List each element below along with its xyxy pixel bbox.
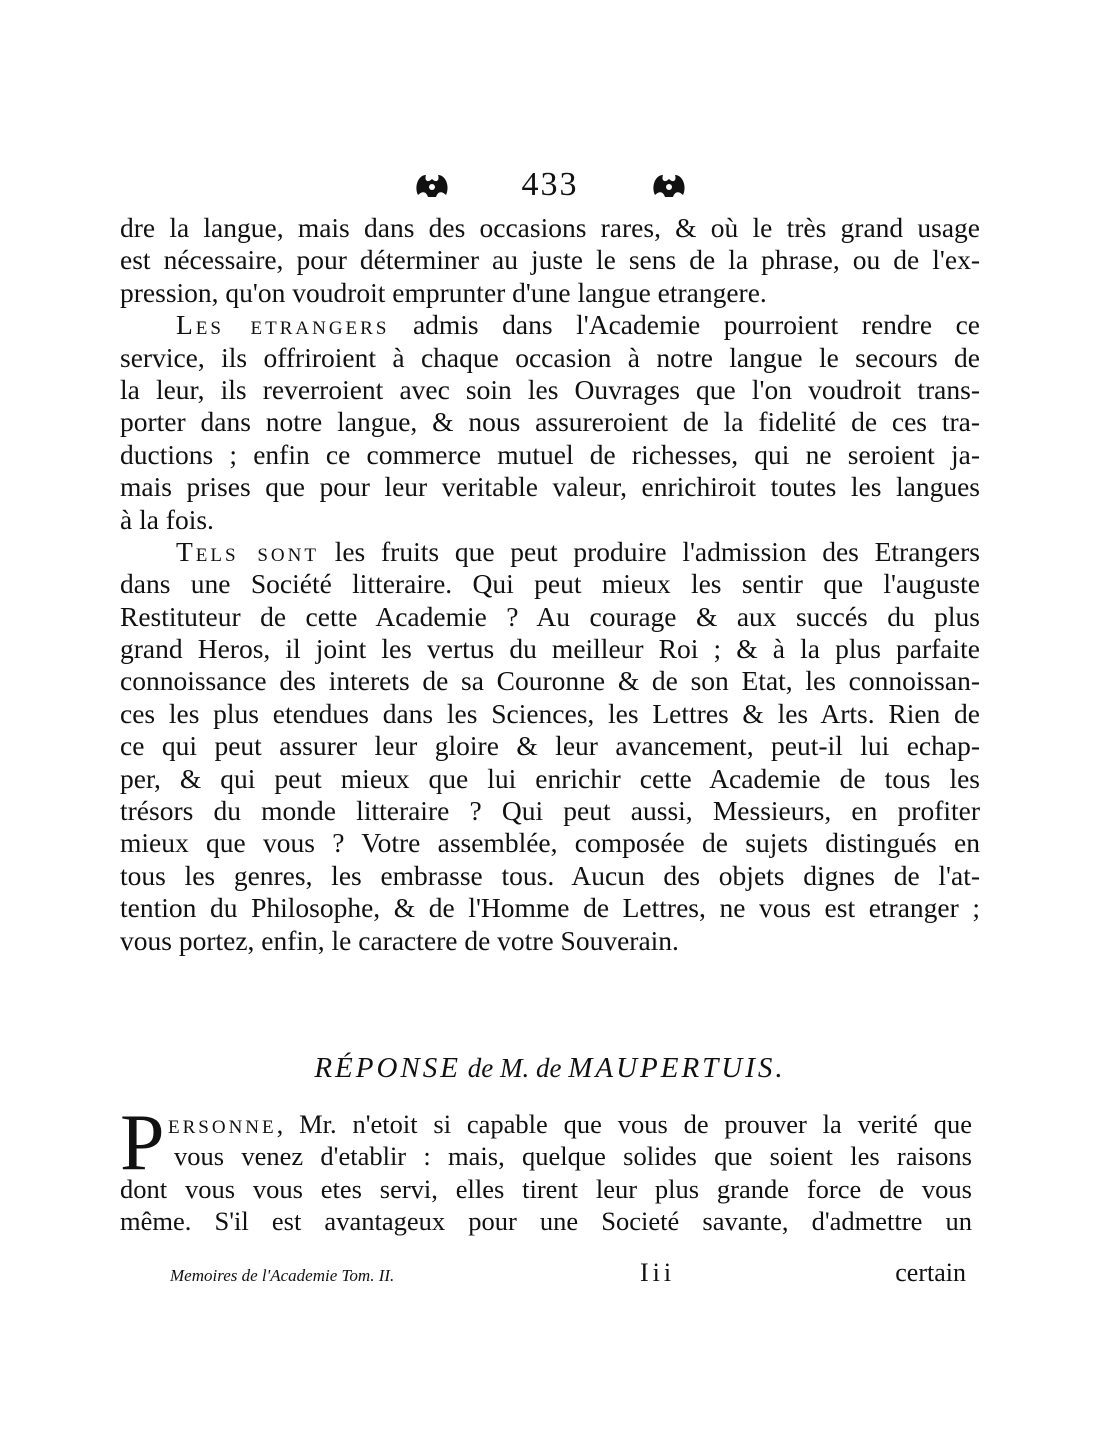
text-line: tention du Philosophe, & de l'Homme de Lettres, ne vous est etranger ; bbox=[120, 892, 980, 924]
text-line: est nécessaire, pour déterminer au juste le sens de la phrase, ou de l'ex- bbox=[120, 244, 980, 276]
heading-word: RÉPONSE bbox=[314, 1052, 461, 1084]
text-line: porter dans notre langue, & nous assureroient de la fidelité de ces tra- bbox=[120, 406, 980, 438]
section-heading bbox=[0, 1052, 1100, 1085]
text-line: service, ils offriroient à chaque occasion à notre langue le secours de bbox=[120, 341, 980, 373]
text-line: à la fois. bbox=[120, 503, 214, 535]
text-line: trésors du monde litteraire ? Qui peut aussi, Messieurs, en profiter bbox=[120, 795, 980, 827]
heading-connector: de M. de bbox=[461, 1053, 569, 1083]
text-line: vous venez d'etablir : mais, quelque solides que soient les raisons bbox=[174, 1141, 972, 1172]
text-span: les fruits que peut produire l'admission des Etrangers bbox=[318, 535, 980, 567]
text-line: dre la langue, mais dans des occasions rares, & où le très grand usage bbox=[120, 212, 980, 243]
text-span: admis dans l'Academie pourroient rendre ce bbox=[389, 309, 980, 341]
small-caps-lead: Les etrangers bbox=[176, 309, 390, 341]
text-line: ce qui peut assurer leur gloire & leur avancement, peut-il lui echap- bbox=[120, 730, 980, 762]
text-line: dont vous vous etes servi, elles tirent leur plus grande force de vous bbox=[120, 1173, 972, 1204]
text-line: mieux que vous ? Votre assemblée, composée de sujets distingués en bbox=[120, 827, 980, 859]
paragraph-start bbox=[120, 1108, 972, 1140]
text-line: la leur, ils reverroient avec soin les Ouvrages que l'on voudroit trans- bbox=[120, 373, 980, 405]
text-span: , Mr. n'etoit si capable que vous de prouver la verité que bbox=[276, 1109, 972, 1139]
text-line: connoissance des interets de sa Couronne & de son Etat, les connoissan- bbox=[120, 665, 980, 697]
small-caps-lead: Tels sont bbox=[176, 535, 319, 567]
paragraph-start bbox=[120, 309, 980, 341]
text-line: ductions ; enfin ce commerce mutuel de richesses, qui ne seroient ja- bbox=[120, 438, 980, 470]
heading-name: MAUPERTUIS. bbox=[568, 1052, 786, 1084]
text-line: mais prises que pour leur veritable valeur, enrichiroit toutes les langues bbox=[120, 471, 980, 503]
paragraph-start bbox=[120, 536, 980, 568]
main-text bbox=[120, 212, 980, 957]
small-caps-lead: ersonne bbox=[168, 1109, 277, 1139]
printer-fleuron-icon bbox=[649, 169, 689, 201]
text-line: ces les plus etendues dans les Sciences, les Lettres & les Arts. Rien de bbox=[120, 697, 980, 729]
text-line: grand Heros, il joint les vertus du meilleur Roi ; & à la plus parfaite bbox=[120, 633, 980, 665]
text-line: même. S'il est avantageux pour une Societé savante, d'admettre un bbox=[120, 1206, 972, 1237]
catchword: certain bbox=[895, 1258, 966, 1287]
drop-cap: P bbox=[120, 1099, 165, 1187]
printer-fleuron-icon bbox=[412, 169, 452, 201]
text-line: vous portez, enfin, le caractere de votre Souverain. bbox=[120, 924, 679, 956]
page-number: 433 bbox=[521, 166, 579, 203]
text-line: tous les genres, les embrasse tous. Aucun des objets dignes de l'at- bbox=[120, 859, 980, 891]
signature-mark: Iii bbox=[640, 1258, 676, 1287]
text-line: pression, qu'on voudroit emprunter d'une langue etrangere. bbox=[120, 276, 767, 308]
text-line: dans une Société litteraire. Qui peut mieux les sentir que l'auguste bbox=[120, 568, 980, 600]
text-line: per, & qui peut mieux que lui enrichir cette Academie de tous les bbox=[120, 762, 980, 794]
reply-text bbox=[120, 1099, 972, 1238]
page-footer bbox=[170, 1258, 966, 1290]
text-line: Restituteur de cette Academie ? Au courage & aux succés du plus bbox=[120, 600, 980, 632]
running-title: Memoires de l'Academie Tom. II. bbox=[170, 1266, 395, 1285]
page-header bbox=[0, 160, 1100, 210]
